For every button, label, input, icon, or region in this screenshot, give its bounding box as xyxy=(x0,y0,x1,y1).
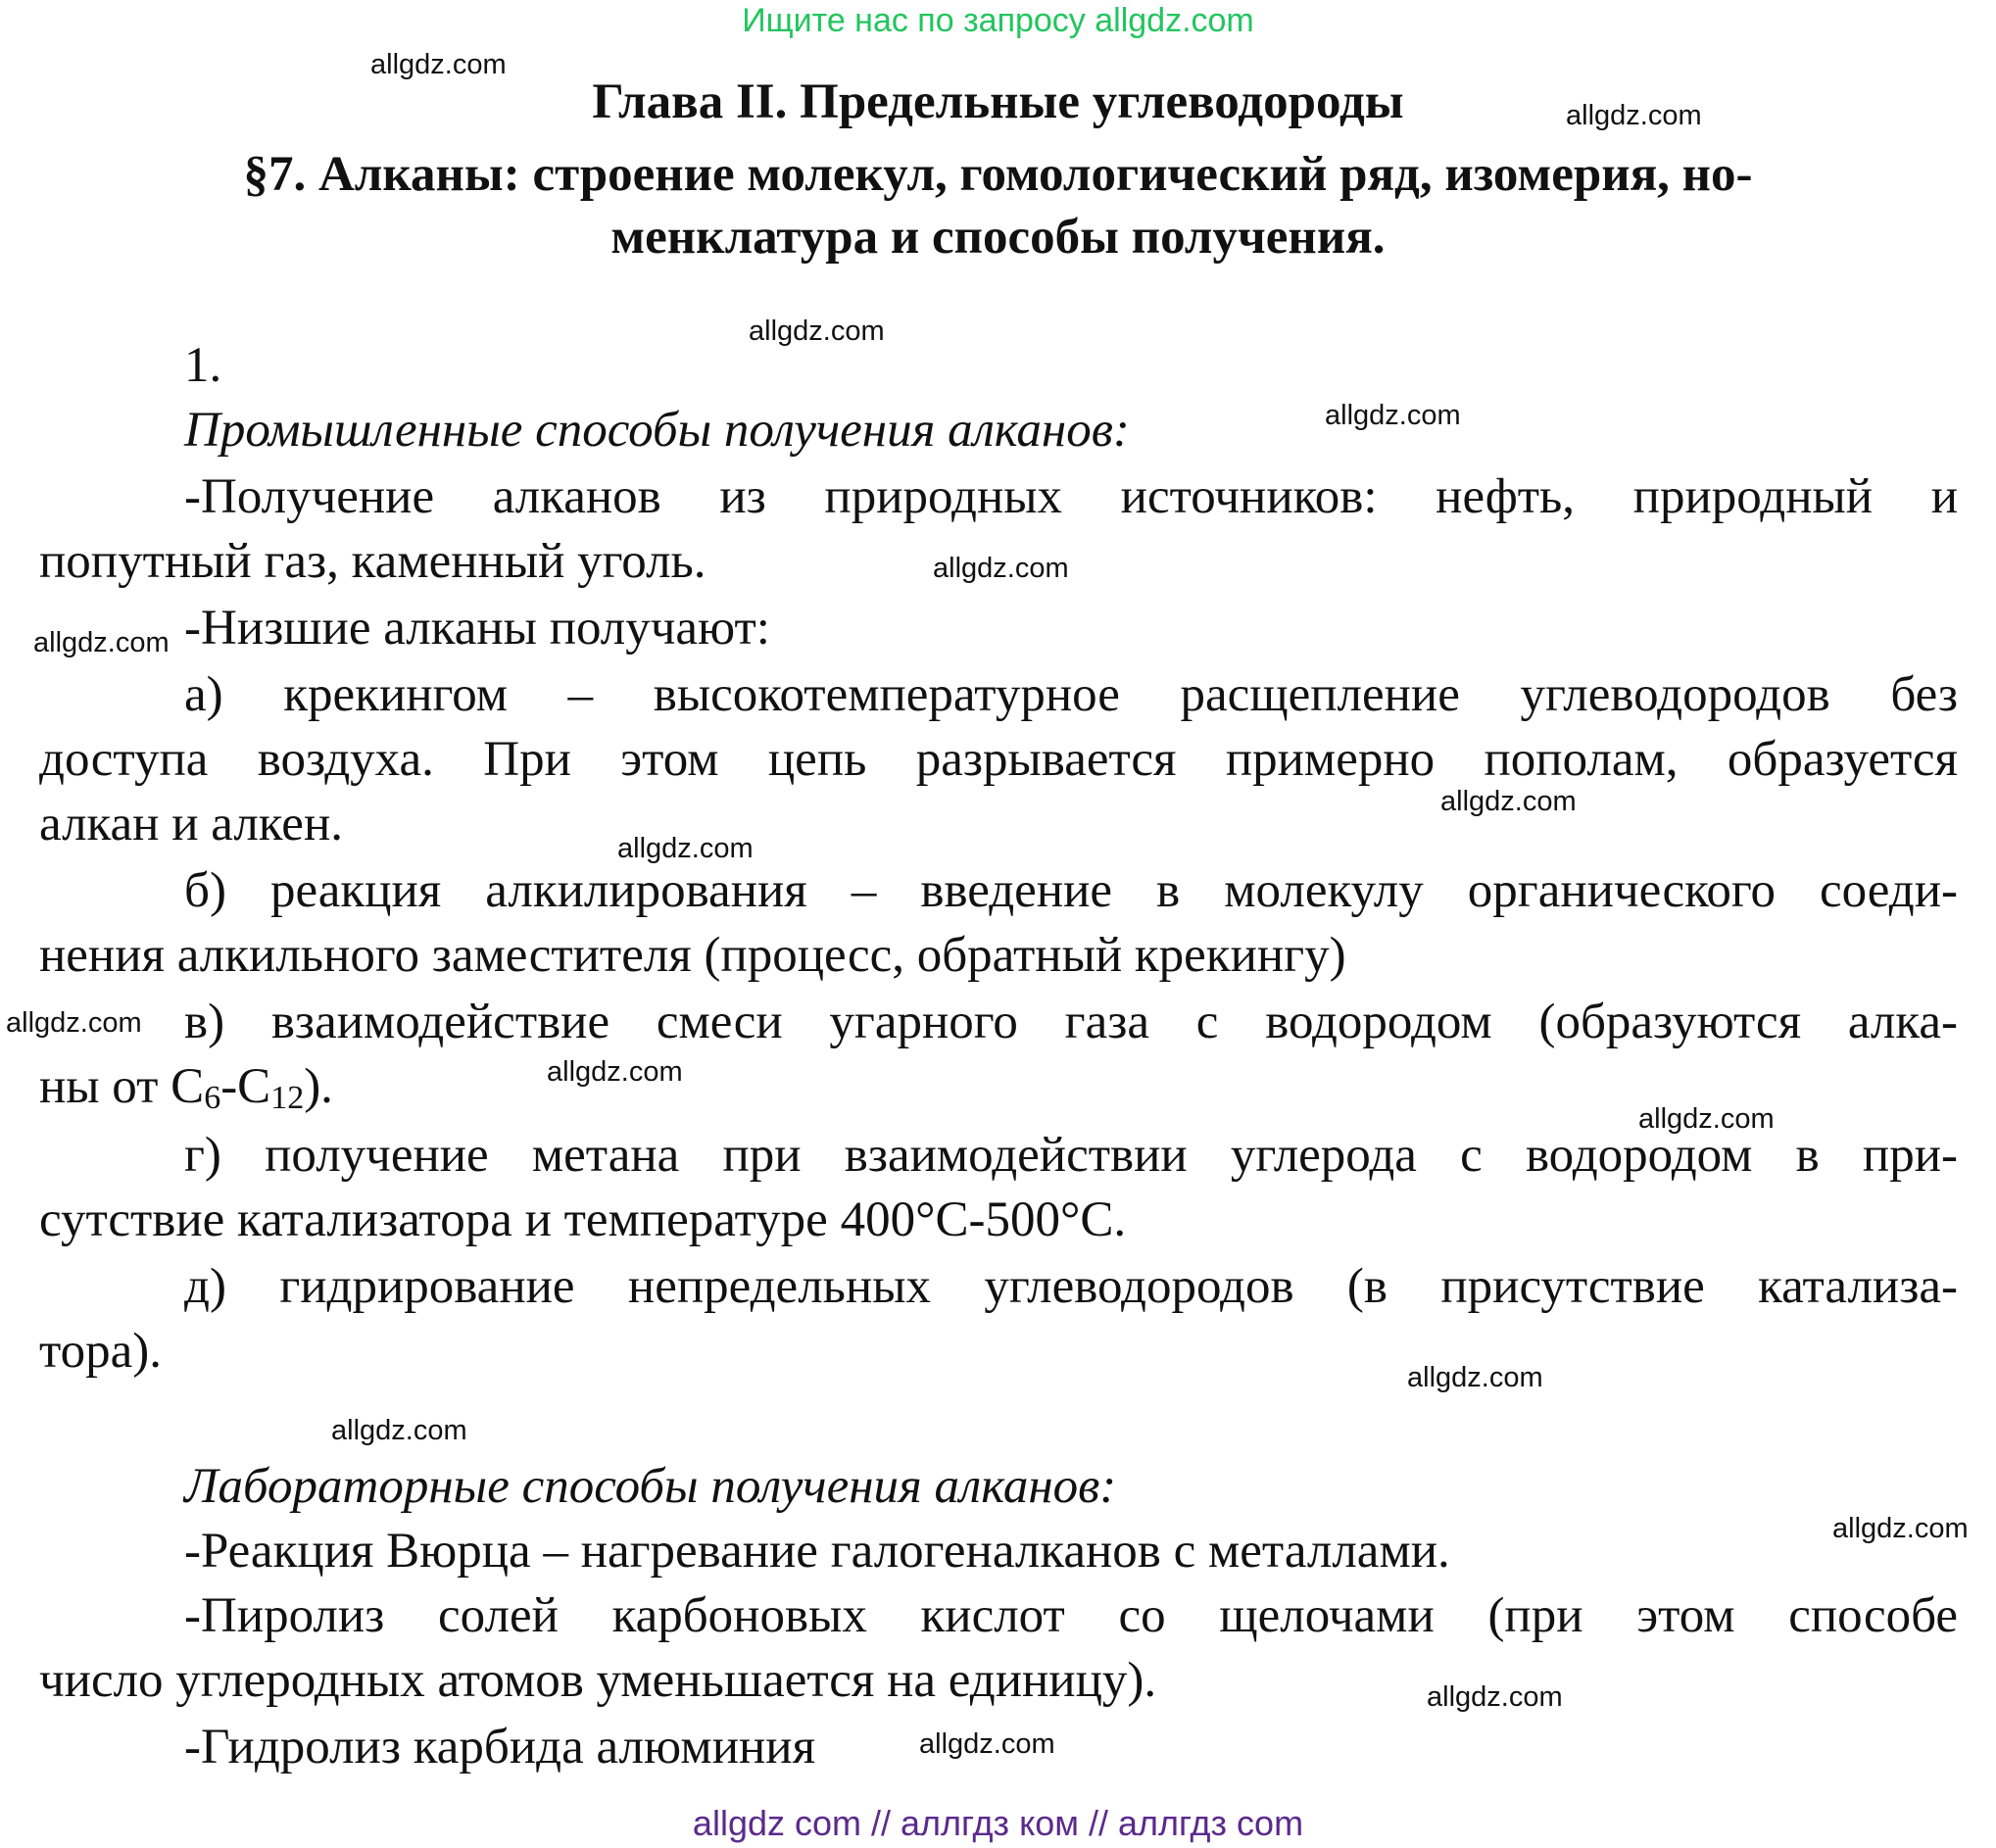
pyrolysis-line-2: число углеродных атомов уменьшается на единицу). xyxy=(39,1653,1157,1708)
industrial-heading: Промышленные способы получения алканов: xyxy=(184,403,1130,458)
top-banner: Ищите нас по запросу allgdz.com xyxy=(742,2,1254,39)
lower-alkanes: -Низшие алканы получают: xyxy=(184,601,770,656)
watermark: allgdz.com xyxy=(1638,1103,1775,1135)
chapter-title: Глава II. Предельные углеводороды xyxy=(592,74,1404,129)
section-title-line-1: §7. Алканы: строение молекул, гомологический ряд, изомерия, но- xyxy=(243,147,1753,202)
hydrogenation-line-1: д) гидрирование непредельных углеводородов (в присутствие катализа- xyxy=(184,1259,1958,1314)
pyrolysis-line-1: -Пиролиз солей карбоновых кислот со щелочами (при этом способе xyxy=(184,1588,1958,1643)
methane-line-1: г) получение метана при взаимодействии углерода с водородом в при- xyxy=(184,1128,1958,1183)
cracking-line-1: а) крекингом – высокотемпературное расщепление углеводородов без xyxy=(184,667,1958,722)
co-hydrogen-line-2 xyxy=(39,1054,333,1119)
watermark: allgdz.com xyxy=(1407,1362,1543,1393)
subscript-12: 12 xyxy=(270,1080,305,1116)
watermark: allgdz.com xyxy=(749,316,885,347)
watermark: allgdz.com xyxy=(6,1007,142,1039)
hydrolysis: -Гидролиз карбида алюминия xyxy=(184,1720,816,1775)
watermark: allgdz.com xyxy=(547,1056,683,1088)
bottom-banner: allgdz com // аллгдз ком // аллгдз com xyxy=(692,1803,1304,1843)
watermark: allgdz.com xyxy=(617,833,754,864)
alkylation-line-2: нения алкильного заместителя (процесс, обратный крекингу) xyxy=(39,928,1346,983)
section-title-line-2: менклатура и способы получения. xyxy=(610,210,1386,265)
watermark: allgdz.com xyxy=(1440,786,1577,817)
watermark: allgdz.com xyxy=(33,627,170,658)
wurtz-reaction: -Реакция Вюрца – нагревание галогеналканов с металлами. xyxy=(184,1524,1450,1579)
co-hydrogen-mid: -C xyxy=(220,1059,271,1114)
watermark: allgdz.com xyxy=(1325,400,1461,431)
hydrogenation-line-2: тора). xyxy=(39,1324,162,1379)
cracking-line-3: алкан и алкен. xyxy=(39,797,343,851)
watermark: allgdz.com xyxy=(919,1728,1055,1760)
watermark: allgdz.com xyxy=(1832,1513,1969,1544)
co-hydrogen-line-1: в) взаимодействие смеси угарного газа с водородом (образуются алка- xyxy=(184,995,1958,1049)
item-number: 1. xyxy=(184,338,222,393)
methane-line-2: сутствие катализатора и температуре 400°C-500°C. xyxy=(39,1192,1127,1247)
watermark: allgdz.com xyxy=(933,553,1069,584)
watermark: allgdz.com xyxy=(1427,1681,1563,1713)
watermark: allgdz.com xyxy=(370,49,507,80)
co-hydrogen-suffix: ). xyxy=(304,1059,333,1114)
co-hydrogen-prefix: ны от C xyxy=(39,1059,205,1114)
natural-sources-line-1: -Получение алканов из природных источников: нефть, природный и xyxy=(184,469,1958,524)
subscript-6: 6 xyxy=(204,1080,221,1116)
lab-heading: Лабораторные способы получения алканов: xyxy=(184,1459,1117,1514)
alkylation-line-1: б) реакция алкилирования – введение в молекулу органического соеди- xyxy=(184,863,1958,918)
watermark: allgdz.com xyxy=(331,1415,467,1446)
cracking-line-2: доступа воздуха. При этом цепь разрывается примерно пополам, образуется xyxy=(39,732,1958,787)
natural-sources-line-2: попутный газ, каменный уголь. xyxy=(39,534,706,589)
watermark: allgdz.com xyxy=(1566,100,1702,131)
